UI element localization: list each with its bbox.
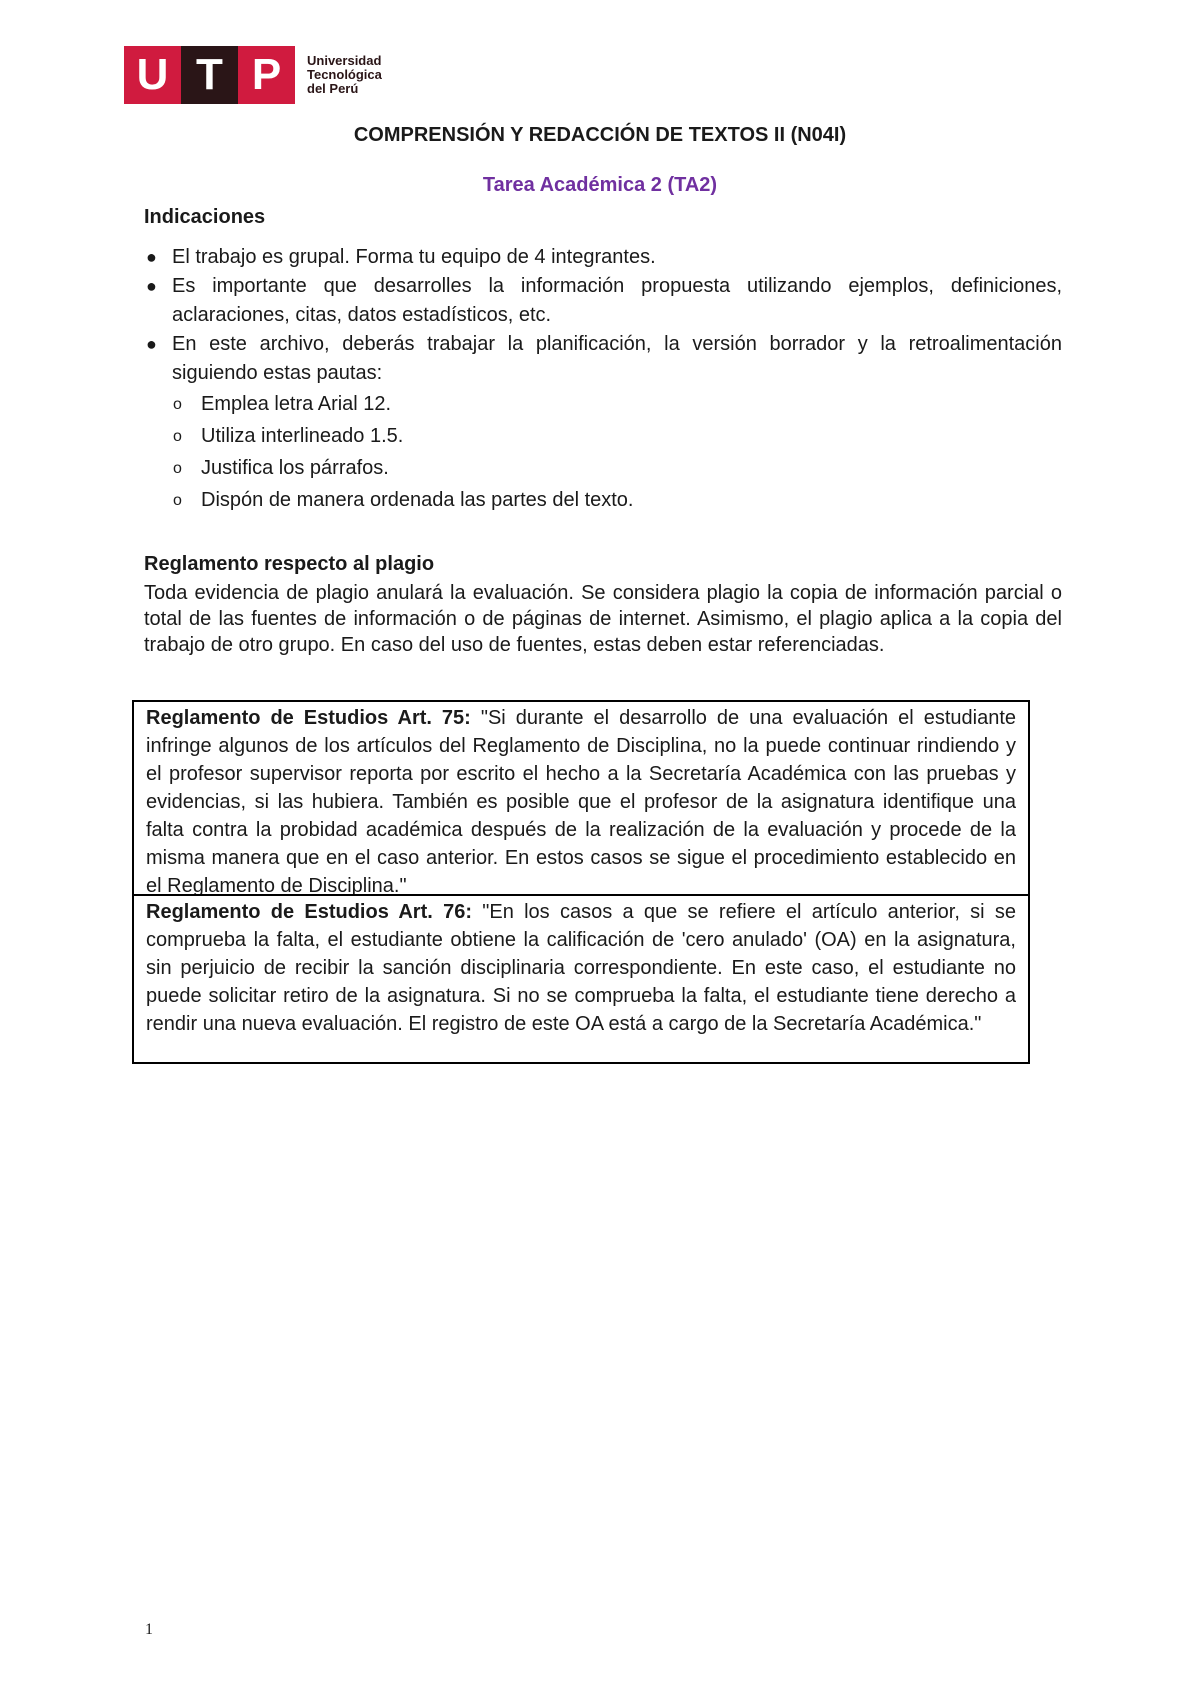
article-text: "En los casos a que se refiere el artículo anterior, si se comprueba la falta, el estudiante obtiene la calificación de 'cero anulado' (OA) en la asignatura, sin perjuicio de recibir la sanción disciplinaria correspondiente. En este caso, el estudiante no puede solicitar retiro de la asignatura. Si no se comprueba la falta, el estudiante tiene derecho a rendir una nueva evaluación. El registro de este OA está a cargo de la Secretaría Académica." bbox=[146, 901, 1016, 1035]
article-text: "Si durante el desarrollo de una evaluación el estudiante infringe algunos de los artículos del Reglamento de Disciplina, no la puede continuar rindiendo y el profesor supervisor reporta por escrito el hecho a la Secretaría Académica con las pruebas y evidencias, si las hubiera. También es posible que el profesor de la asignatura identifique una falta contra la probidad académica después de la realización de la evaluación y procede de la misma manera que en el caso anterior. En estos casos se sigue el procedimiento establecido en el Reglamento de Disciplina." bbox=[146, 707, 1016, 897]
list-item bbox=[144, 272, 1062, 330]
reglamento-heading: Reglamento respecto al plagio bbox=[144, 553, 435, 575]
sub-list-item bbox=[144, 452, 1062, 484]
logo-text-line: Tecnológica bbox=[307, 67, 382, 82]
sub-list-item-text: Emplea letra Arial 12. bbox=[201, 393, 392, 415]
sub-list-item-text: Justifica los párrafos. bbox=[201, 457, 389, 479]
list-item-text: El trabajo es grupal. Forma tu equipo de 4 integrantes. bbox=[172, 246, 656, 268]
circle-bullet-icon: o bbox=[173, 492, 182, 509]
bullet-icon: ● bbox=[146, 247, 157, 267]
bullet-icon: ● bbox=[146, 334, 157, 354]
reglamento-paragraph: Toda evidencia de plagio anulará la evaluación. Se considera plagio la copia de información parcial o total de las fuentes de información o de páginas de internet. Asimismo, el plagio aplica a la copia del trabajo de otro grupo. En caso del uso de fuentes, estas deben estar referenciadas. bbox=[144, 582, 1062, 656]
list-item bbox=[144, 243, 1062, 272]
page-number: 1 bbox=[145, 1621, 153, 1638]
list-item-text: Es importante que desarrolles la información propuesta utilizando ejemplos, definiciones, aclaraciones, citas, datos estadísticos, etc. bbox=[172, 275, 1062, 326]
list-item-text: En este archivo, deberás trabajar la planificación, la versión borrador y la retroalimentación siguiendo estas pautas: bbox=[172, 333, 1062, 384]
bullet-icon: ● bbox=[146, 276, 157, 296]
logo-letter-u: U bbox=[124, 46, 181, 104]
indicaciones-heading: Indicaciones bbox=[144, 206, 266, 228]
document-title: COMPRENSIÓN Y REDACCIÓN DE TEXTOS II (N04I) bbox=[353, 124, 847, 146]
document-subtitle: Tarea Académica 2 (TA2) bbox=[482, 174, 718, 196]
sub-list-item bbox=[144, 484, 1062, 516]
logo-text-line: Universidad bbox=[307, 53, 382, 68]
indicaciones-list bbox=[144, 243, 1062, 516]
logo-university-name bbox=[307, 54, 382, 96]
logo-letter-p: P bbox=[238, 46, 295, 104]
utp-logo-tiles bbox=[124, 46, 295, 104]
article-75-box bbox=[132, 700, 1030, 896]
circle-bullet-icon: o bbox=[173, 396, 182, 413]
sub-list-item-text: Dispón de manera ordenada las partes del texto. bbox=[201, 489, 634, 511]
circle-bullet-icon: o bbox=[173, 428, 182, 445]
utp-logo bbox=[124, 46, 382, 104]
sub-list-item bbox=[144, 420, 1062, 452]
logo-text-line: del Perú bbox=[307, 81, 359, 96]
article-76-box bbox=[132, 894, 1030, 1064]
sub-list-item bbox=[144, 388, 1062, 420]
article-label: Reglamento de Estudios Art. 76: bbox=[146, 901, 472, 923]
logo-letter-t: T bbox=[181, 46, 238, 104]
article-label: Reglamento de Estudios Art. 75: bbox=[146, 707, 471, 729]
list-item bbox=[144, 330, 1062, 388]
sub-list-item-text: Utiliza interlineado 1.5. bbox=[201, 425, 404, 447]
circle-bullet-icon: o bbox=[173, 460, 182, 477]
